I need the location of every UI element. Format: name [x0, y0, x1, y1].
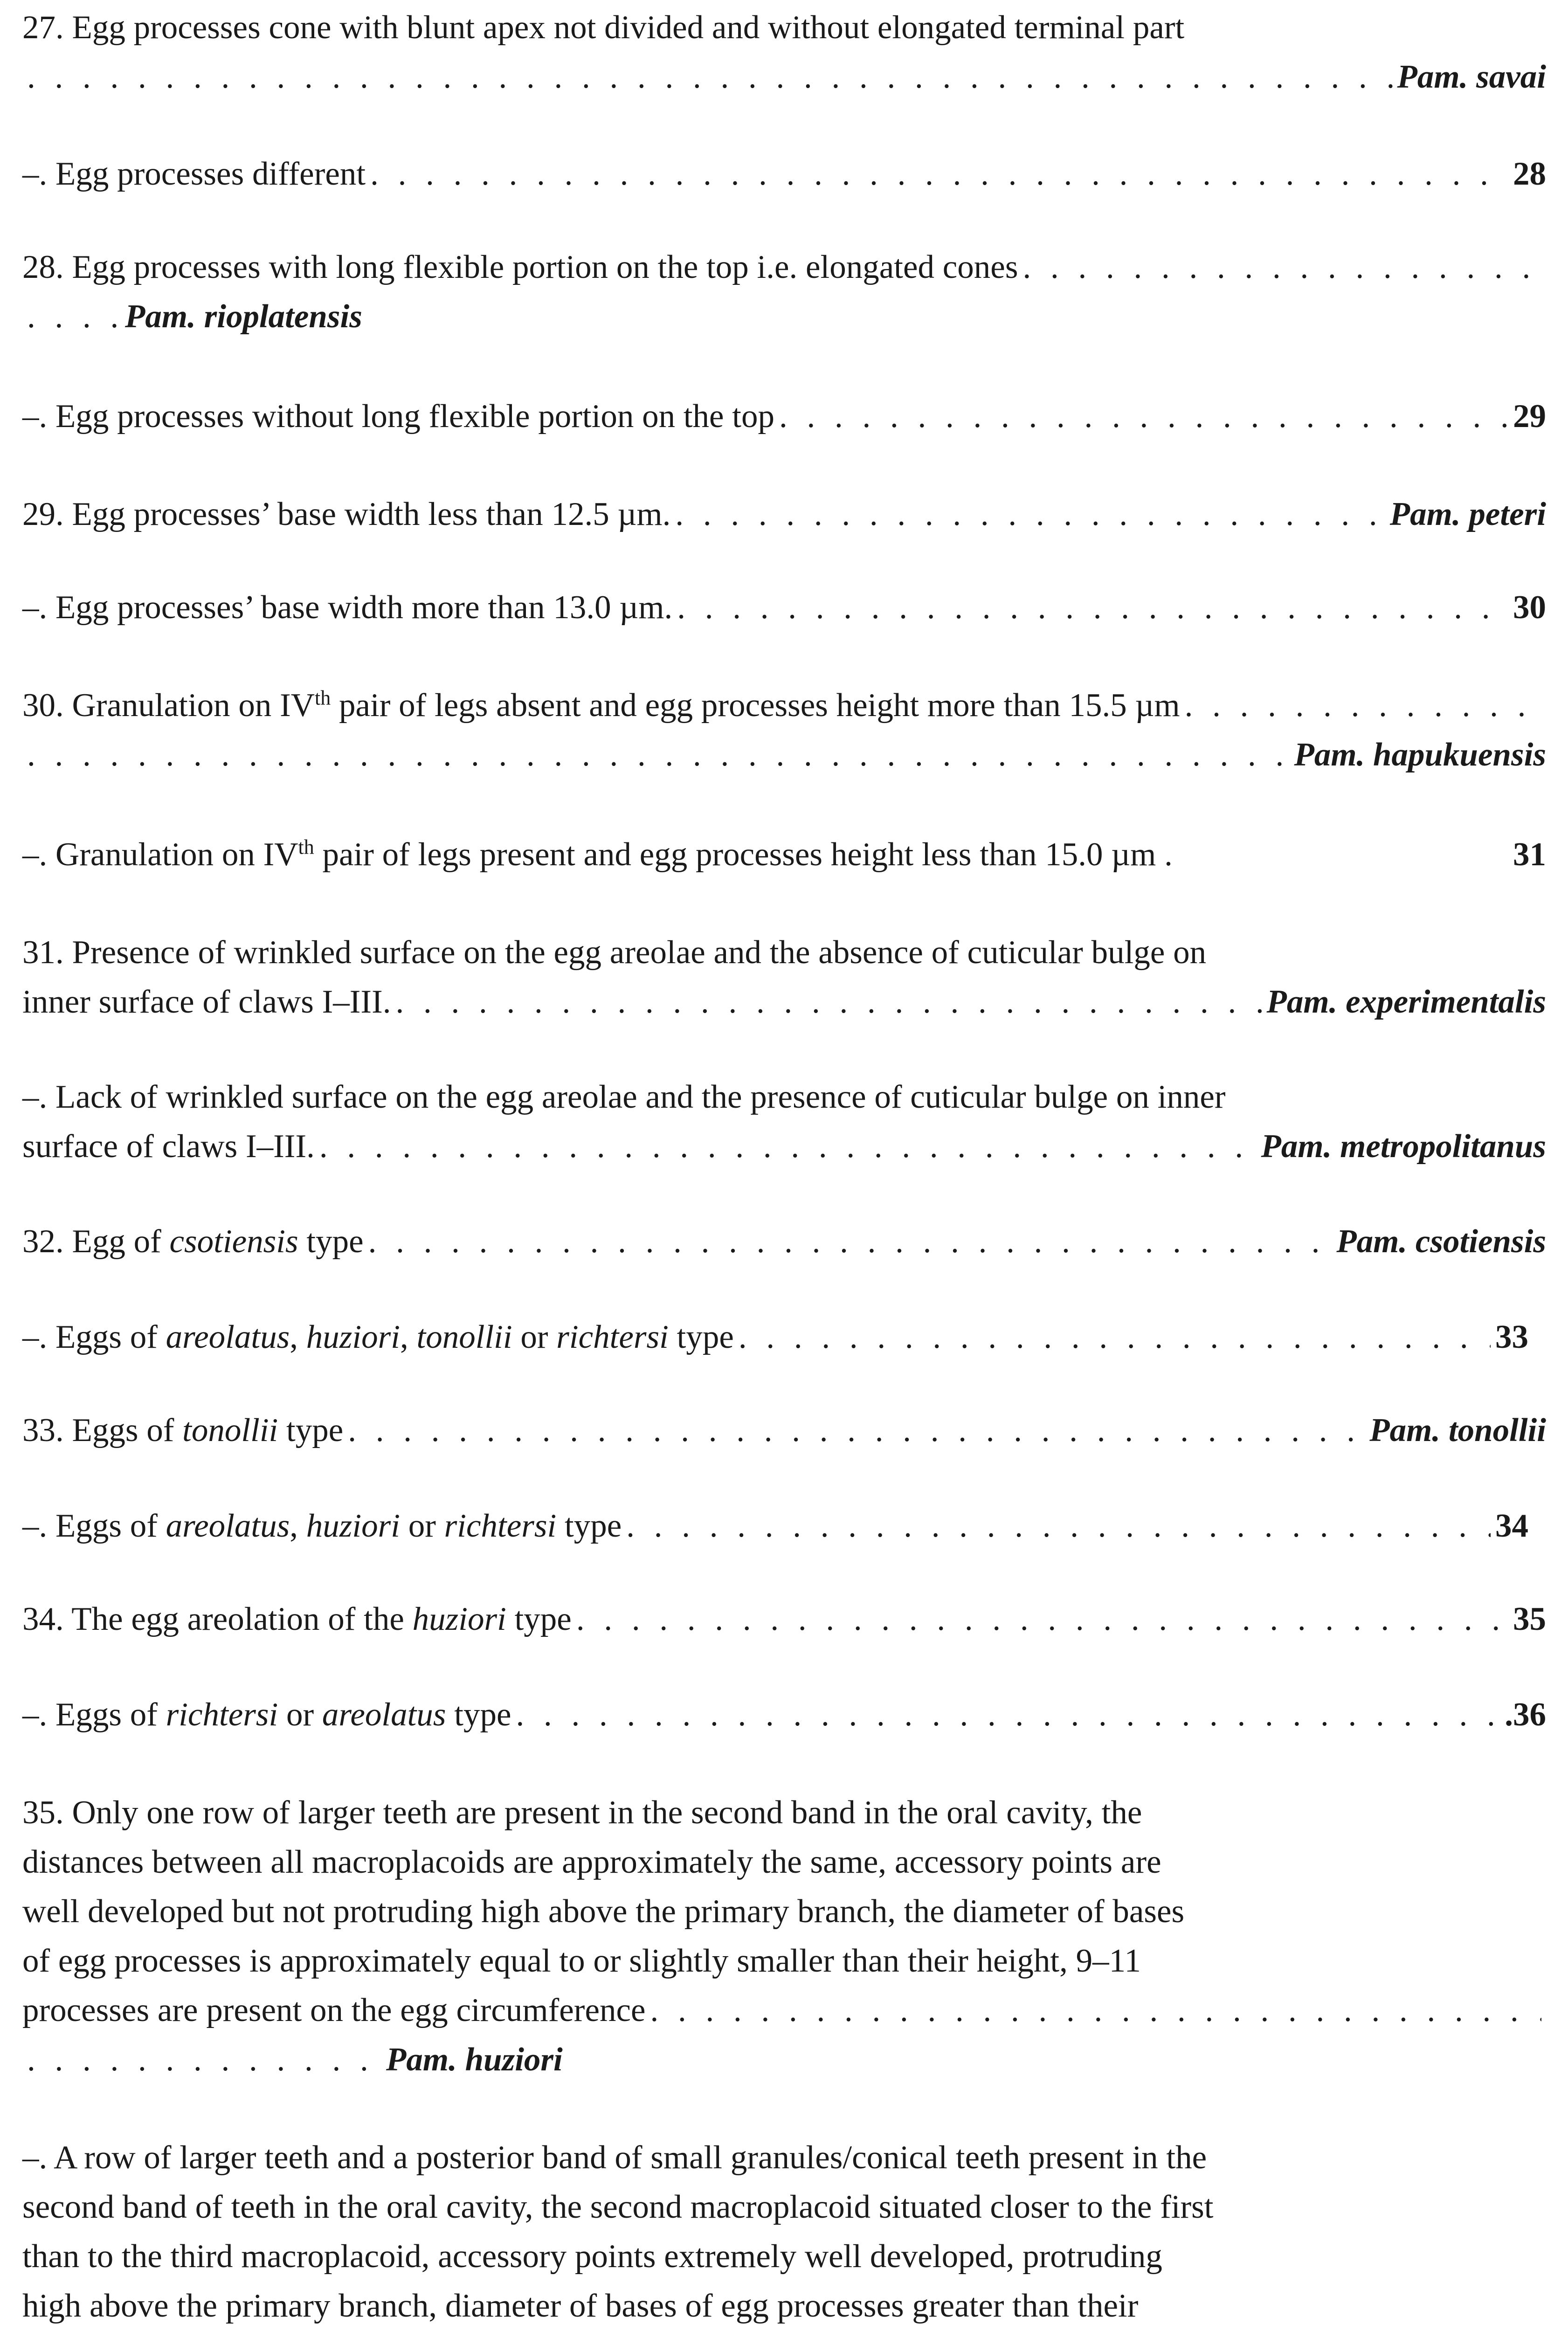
- couplet-text: –. Egg processes’ base width more than 13.0 µm.: [22, 589, 673, 626]
- couplet-text: –. Granulation on IVth pair of legs present and egg processes height less than 15.0 µm .: [22, 835, 1173, 873]
- couplet-text: 27. Egg processes cone with blunt apex not divided and without elongated terminal part: [22, 9, 1185, 46]
- key-entry-34-alt: [22, 1690, 1546, 1739]
- couplet-text-line: inner surface of claws I–III.: [22, 984, 391, 1020]
- taxon-name: Pam. rioplatensis: [125, 298, 362, 335]
- key-entry-28: [22, 242, 1546, 341]
- key-entry-31: [22, 928, 1546, 1027]
- goto-number: 30: [1513, 589, 1546, 626]
- taxon-name: Pam. metropolitanus: [1261, 1128, 1546, 1165]
- couplet-text-line: –. A row of larger teeth and a posterior band of small granules/conical teeth present in the: [22, 2139, 1207, 2176]
- key-entry-29-alt: [22, 583, 1546, 632]
- couplet-text-line: well developed but not protruding high above the primary branch, the diameter of bases: [22, 1893, 1185, 1930]
- couplet-text-line: distances between all macroplacoids are approximately the same, accessory points are: [22, 1844, 1161, 1880]
- dot-leader: [779, 392, 1508, 441]
- key-entry-30-alt: [22, 830, 1546, 879]
- goto-number: 31: [1513, 836, 1546, 873]
- key-entry-27: [22, 3, 1546, 102]
- couplet-text-line: –. Lack of wrinkled surface on the egg areolae and the presence of cuticular bulge on inner: [22, 1079, 1226, 1115]
- couplet-text-line: second band of teeth in the oral cavity, the second macroplacoid situated closer to the first: [22, 2189, 1214, 2225]
- dot-leader: [395, 977, 1262, 1027]
- key-entry-28-alt: [22, 392, 1546, 441]
- taxon-name: Pam. hapukuensis: [1294, 737, 1546, 773]
- goto-number: 29: [1513, 398, 1546, 434]
- couplet-text: 33. Eggs of tonollii type: [22, 1412, 344, 1448]
- key-entry-29: [22, 490, 1546, 539]
- key-entry-35: [22, 1788, 1546, 2084]
- dot-leader: [348, 1406, 1365, 1455]
- dot-leader: [576, 1594, 1508, 1644]
- goto-number: 28: [1513, 156, 1546, 192]
- couplet-text: 30. Granulation on IVth pair of legs absent and egg processes height more than 15.5 µm: [22, 686, 1180, 724]
- key-entry-33: [22, 1406, 1546, 1455]
- dot-leader: [739, 1312, 1491, 1362]
- goto-number: .36: [1505, 1697, 1546, 1733]
- couplet-text: 29. Egg processes’ base width less than 12.5 µm.: [22, 496, 671, 532]
- couplet-text: –. Egg processes different: [22, 156, 366, 192]
- couplet-text-line: 31. Presence of wrinkled surface on the egg areolae and the absence of cuticular bulge on: [22, 934, 1207, 971]
- couplet-text-line: 35. Only one row of larger teeth are present in the second band in the oral cavity, the: [22, 1794, 1142, 1831]
- key-entry-27-alt: [22, 149, 1546, 199]
- dot-leader: [27, 2035, 381, 2084]
- taxon-name: Pam. peteri: [1389, 496, 1546, 532]
- key-entry-31-alt: [22, 1072, 1546, 1171]
- dot-leader: [626, 1501, 1491, 1551]
- dot-leader: [1022, 242, 1541, 292]
- couplet-text: 34. The egg areolation of the huziori type: [22, 1601, 572, 1637]
- key-entry-35-alt: [22, 2133, 1546, 2331]
- dot-leader: [319, 1122, 1257, 1171]
- goto-number: 34: [1495, 1508, 1528, 1544]
- dot-leader: [370, 149, 1508, 199]
- dot-leader: [675, 490, 1385, 539]
- taxon-name: Pam. huziori: [386, 2041, 563, 2078]
- key-entry-33-alt: [22, 1501, 1546, 1551]
- dot-leader: [368, 1217, 1332, 1266]
- key-entry-32: [22, 1217, 1546, 1266]
- dot-leader: [516, 1690, 1500, 1739]
- dot-leader: [27, 52, 1393, 102]
- taxon-name: Pam. tonollii: [1369, 1412, 1546, 1448]
- couplet-text: 28. Egg processes with long flexible portion on the top i.e. elongated cones: [22, 249, 1018, 285]
- couplet-text: 32. Egg of csotiensis type: [22, 1223, 364, 1260]
- couplet-text: –. Eggs of richtersi or areolatus type: [22, 1697, 511, 1733]
- key-entry-30: [22, 681, 1546, 779]
- dot-leader: [677, 583, 1508, 632]
- taxon-name: Pam. csotiensis: [1336, 1223, 1546, 1260]
- taxon-name: Pam. savai: [1397, 59, 1546, 95]
- key-entry-32-alt: [22, 1312, 1546, 1362]
- dot-leader: [1185, 681, 1541, 730]
- couplet-text-line: processes are present on the egg circumference: [22, 1992, 646, 2028]
- couplet-text: –. Egg processes without long flexible portion on the top: [22, 398, 775, 434]
- dot-leader: [27, 730, 1289, 779]
- couplet-text-line: high above the primary branch, diameter of bases of egg processes greater than their: [22, 2288, 1139, 2324]
- couplet-text-line: than to the third macroplacoid, accessory points extremely well developed, protruding: [22, 2238, 1162, 2275]
- goto-number: 33: [1495, 1319, 1528, 1355]
- couplet-text-line: of egg processes is approximately equal to or slightly smaller than their height, 9–11: [22, 1943, 1141, 1979]
- dot-leader: [650, 1986, 1542, 2035]
- couplet-text: –. Eggs of areolatus, huziori, tonollii or richtersi type: [22, 1319, 734, 1355]
- couplet-text-line: surface of claws I–III.: [22, 1128, 315, 1165]
- dot-leader: [27, 292, 120, 341]
- couplet-text: –. Eggs of areolatus, huziori or richtersi type: [22, 1508, 622, 1544]
- taxon-name: Pam. experimentalis: [1266, 984, 1546, 1020]
- goto-number: 35: [1513, 1601, 1546, 1637]
- key-entry-34: [22, 1594, 1546, 1644]
